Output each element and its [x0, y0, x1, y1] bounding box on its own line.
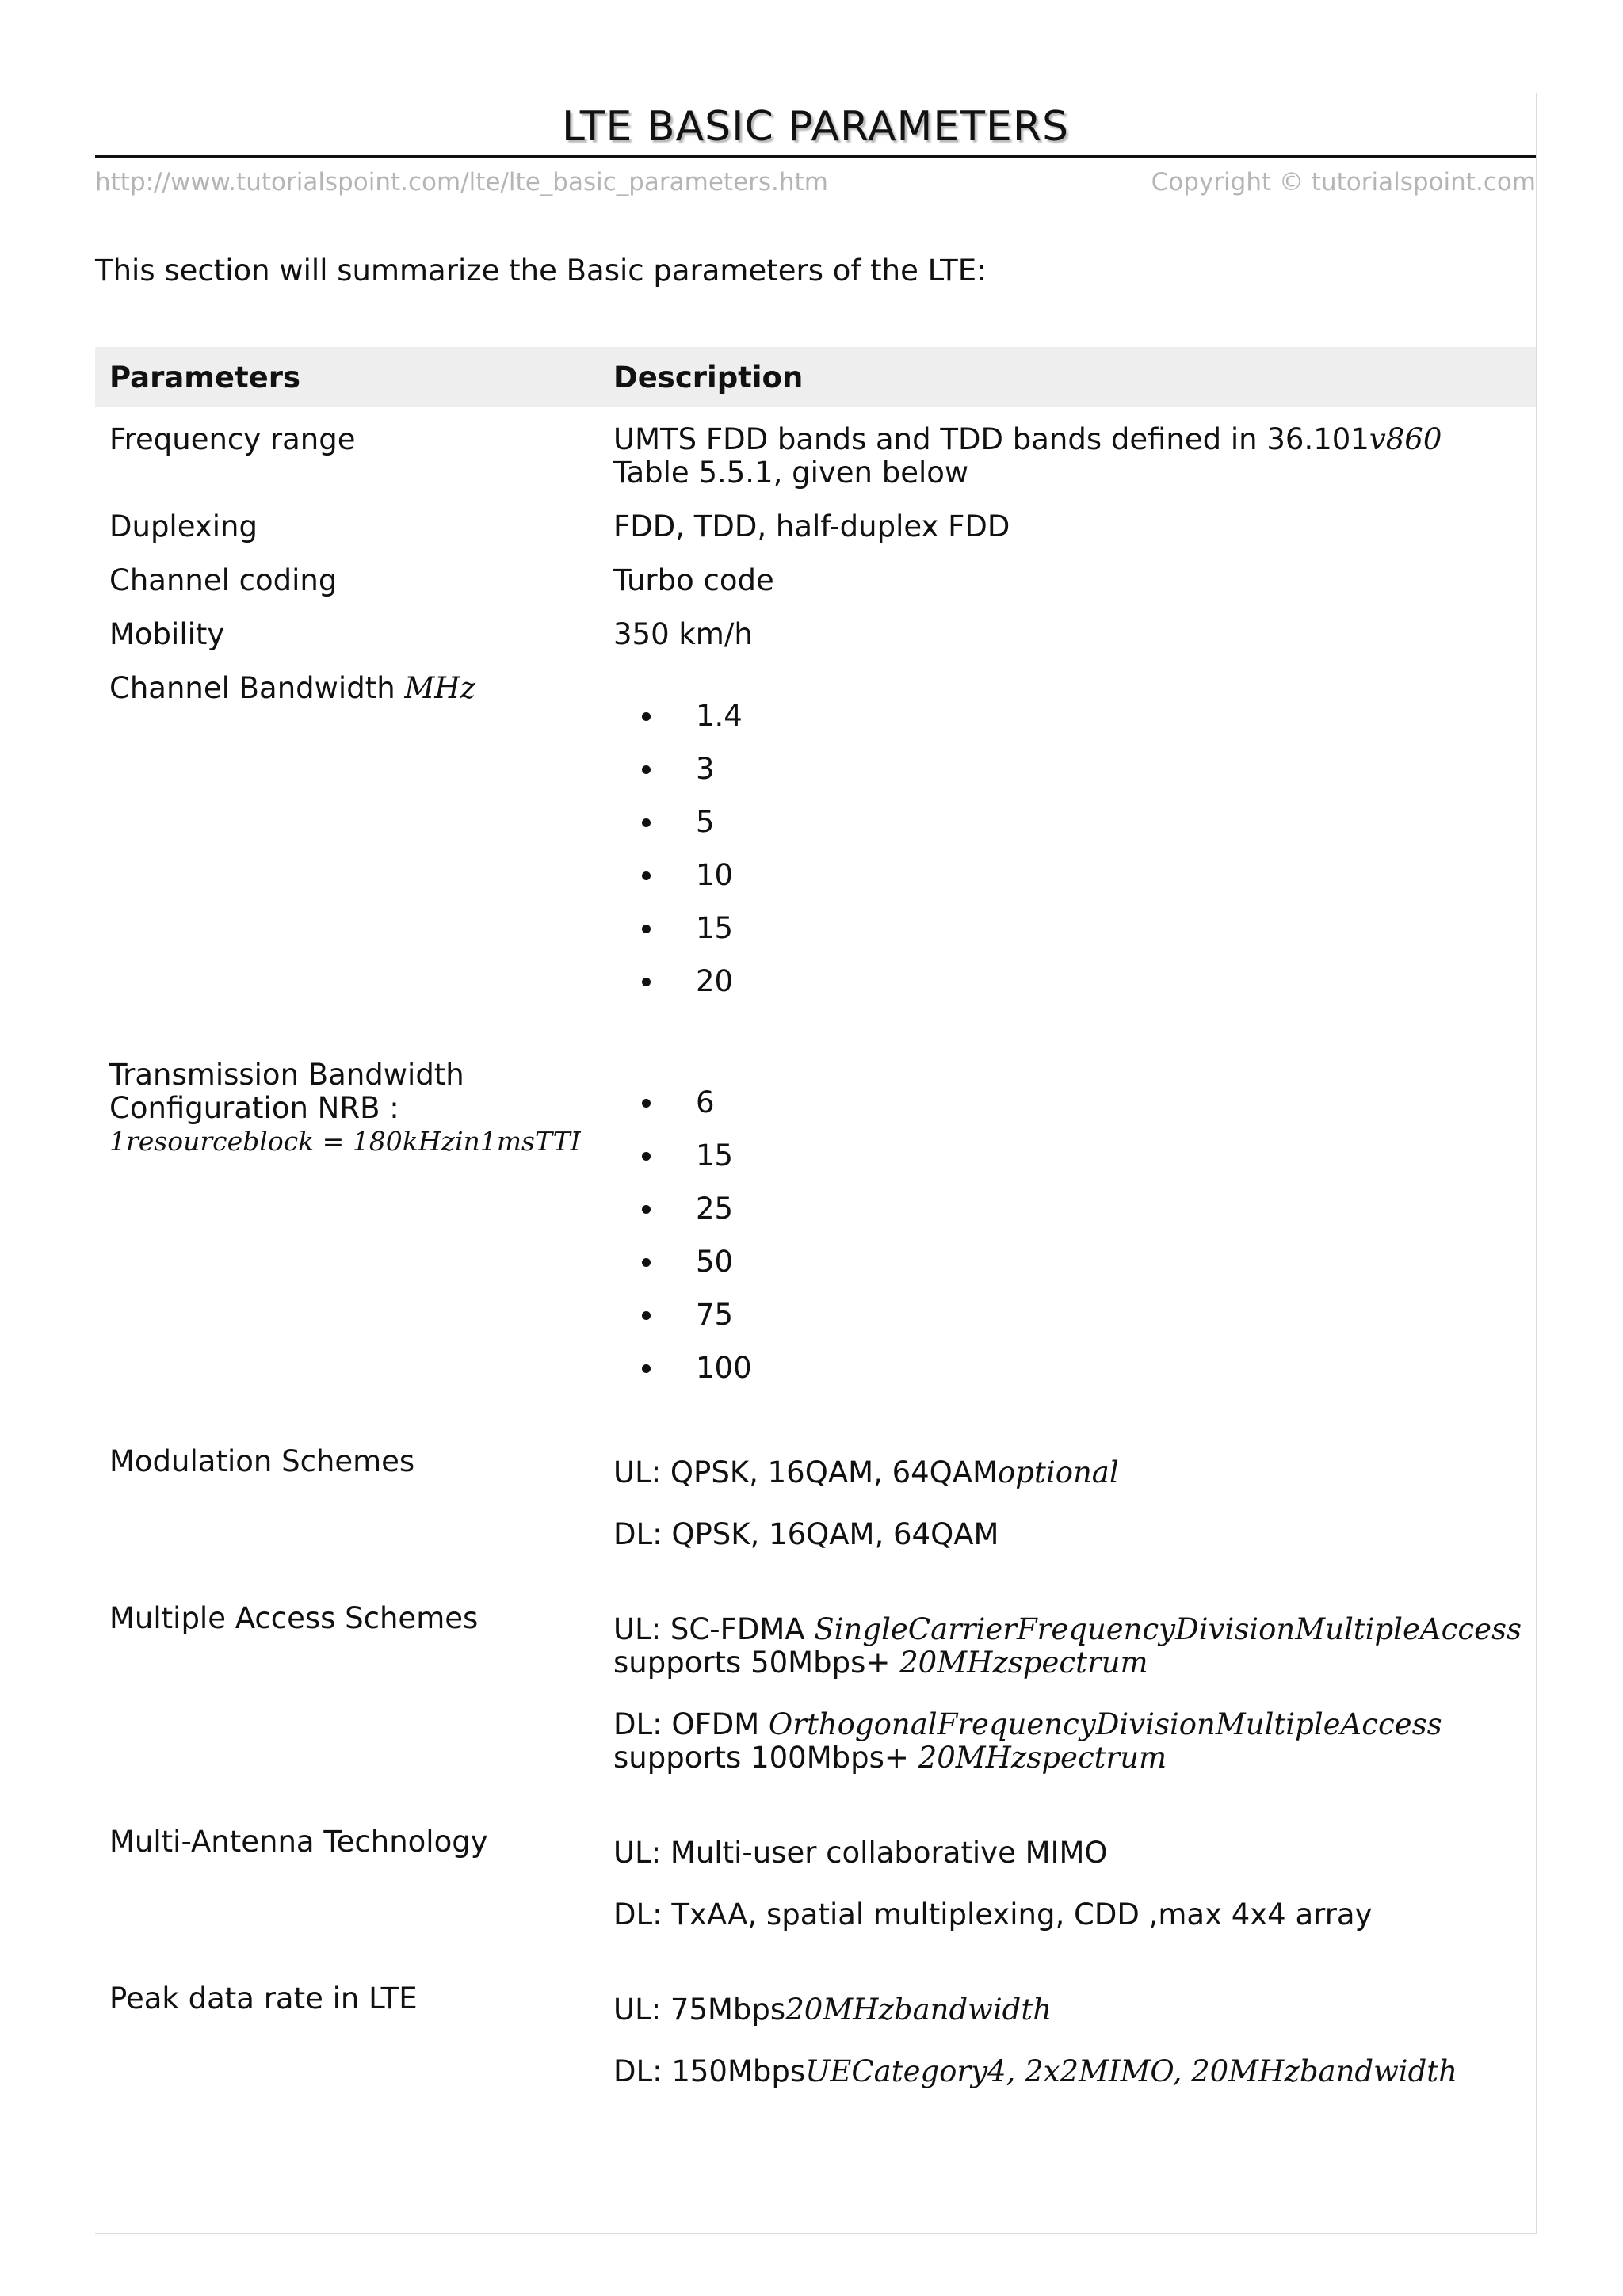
nrb-list: [613, 1076, 1522, 1394]
ul-text: [613, 1993, 1522, 2027]
copyright-notice: Copyright © tutorialspoint.com: [1151, 168, 1536, 196]
description-cell: Turbo code: [613, 563, 774, 597]
param-cell: Multi-Antenna Technology: [109, 1825, 488, 1859]
param-cell: Duplexing: [109, 509, 258, 543]
table-row: [95, 407, 1536, 494]
desc-text: Table 5.5.1, given below: [613, 456, 969, 490]
param-cell: Multiple Access Schemes: [109, 1601, 479, 1635]
header-parameters: Parameters: [95, 347, 599, 407]
spacer: [613, 1394, 1522, 1425]
description-cell: [599, 1043, 1536, 1429]
spacer: [613, 1775, 1522, 1805]
param-cell: Frequency range: [109, 422, 356, 456]
table-row: [95, 656, 1536, 1043]
param-label: Configuration NRB :: [109, 1091, 399, 1125]
dl-text: DL: TxAA, spatial multiplexing, CDD ,max 4x4 array: [613, 1897, 1373, 1932]
title-divider: [95, 155, 1536, 158]
spacer: [613, 1551, 1522, 1581]
math-text: 1resourceblock = 180kHzin1msTTI: [109, 1126, 581, 1157]
list-item: 5: [642, 795, 1522, 849]
param-label: Transmission Bandwidth: [109, 1058, 464, 1092]
param-cell: Modulation Schemes: [109, 1444, 415, 1478]
list-item: 10: [642, 849, 1522, 902]
ul-label: UL: QPSK, 16QAM, 64QAM: [613, 1455, 999, 1489]
table-row: [95, 548, 1536, 602]
bandwidth-list: [613, 689, 1522, 1008]
description-cell: [599, 1429, 1536, 1586]
description-cell: FDD, TDD, half-duplex FDD: [613, 509, 1010, 543]
math-text: OrthogonalFrequencyDivisionMultipleAccess: [768, 1707, 1442, 1741]
page-title: LTE BASIC PARAMETERS: [561, 103, 1070, 151]
math-text: 20MHzspectrum: [899, 1646, 1148, 1680]
description-cell: 350 km/h: [613, 617, 753, 651]
list-item: 3: [642, 742, 1522, 795]
list-item: 15: [642, 902, 1522, 955]
list-item: 100: [642, 1341, 1522, 1394]
list-item: 6: [642, 1076, 1522, 1129]
table-row: [95, 602, 1536, 656]
table-header-row: [95, 347, 1536, 407]
list-item: 15: [642, 1129, 1522, 1182]
dl-text: [613, 2055, 1522, 2088]
ul-text: [613, 1456, 1522, 1489]
document-page: [95, 93, 1537, 2234]
table-row: [95, 494, 1536, 548]
description-cell: [599, 1810, 1536, 1966]
description-cell: [599, 1586, 1536, 1810]
math-text: v860: [1369, 422, 1442, 456]
ul-label: UL: SC-FDMA: [613, 1612, 815, 1646]
ul-text: [613, 1613, 1522, 1680]
math-text: 20MHzspectrum: [918, 1741, 1167, 1775]
table-row: [95, 1429, 1536, 1586]
spacer: [613, 1932, 1522, 1962]
math-text: UECategory4, 2x2MIMO, 20MHzbandwidth: [805, 2054, 1457, 2088]
param-cell: Mobility: [109, 617, 225, 651]
dl-label: DL: 150Mbps: [613, 2054, 806, 2088]
spacer: [613, 1008, 1522, 1038]
desc-text: UMTS FDD bands and TDD bands defined in 36.101: [613, 422, 1369, 456]
param-cell: Channel coding: [109, 563, 338, 597]
header-description: Description: [599, 347, 1536, 407]
param-cell: Peak data rate in LTE: [109, 1981, 418, 2016]
list-item: 75: [642, 1288, 1522, 1341]
table-row: [95, 1043, 1536, 1429]
source-url[interactable]: http://www.tutorialspoint.com/lte/lte_basic_parameters.htm: [95, 168, 828, 196]
ul-text: UL: Multi-user collaborative MIMO: [613, 1836, 1108, 1870]
description-cell: [599, 1966, 1536, 2093]
math-text: 20MHzbandwidth: [785, 1993, 1052, 2027]
math-text: optional: [998, 1455, 1119, 1489]
dl-text: DL: QPSK, 16QAM, 64QAM: [613, 1517, 999, 1551]
parameters-table: [95, 347, 1536, 2093]
list-item: 25: [642, 1182, 1522, 1235]
list-item: 20: [642, 955, 1522, 1008]
ul-label: supports 50Mbps+: [613, 1646, 900, 1680]
table-row: [95, 1966, 1536, 2093]
table-row: [95, 1810, 1536, 1966]
list-item: 50: [642, 1235, 1522, 1288]
description-cell: [599, 407, 1536, 494]
dl-text: [613, 1708, 1522, 1775]
intro-text: This section will summarize the Basic parameters of the LTE:: [95, 254, 987, 288]
math-text: MHz: [404, 671, 476, 705]
param-label: Channel Bandwidth: [109, 671, 395, 705]
dl-label: supports 100Mbps+: [613, 1741, 918, 1775]
table-row: [95, 1586, 1536, 1810]
description-cell: [599, 656, 1536, 1043]
math-text: SingleCarrierFrequencyDivisionMultipleAccess: [814, 1612, 1522, 1646]
ul-label: UL: 75Mbps: [613, 1993, 786, 2027]
dl-label: DL: OFDM: [613, 1707, 769, 1741]
list-item: 1.4: [642, 689, 1522, 742]
param-cell: [95, 656, 599, 1043]
param-cell: [95, 1043, 599, 1429]
